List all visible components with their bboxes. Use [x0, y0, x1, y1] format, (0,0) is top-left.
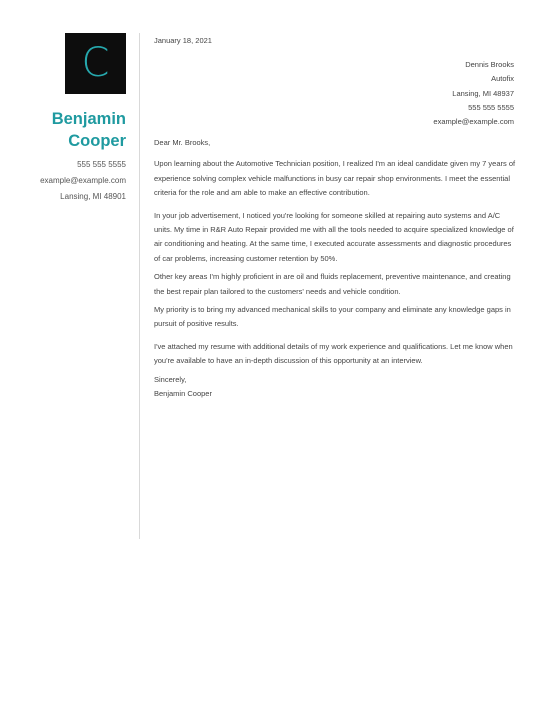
- sender-location: Lansing, MI 48901: [60, 192, 126, 201]
- closing: Sincerely,: [154, 374, 187, 384]
- body-paragraph: Upon learning about the Automotive Technician position, I realized I'm an ideal candidate given my 7 years of experience solving complex vehicle malfunctions in busy car repair shop environments. I meet the essential criteria for the role and am able to make an effective contribution.: [154, 159, 516, 198]
- sender-first-name: Benjamin: [51, 110, 126, 128]
- body-paragraph: Other key areas I'm highly proficient in are oil and fluids replacement, preventive maintenance, and creating the best repair plan tailored to the customers' needs and vehicle condition.: [154, 272, 511, 296]
- body-paragraph: My priority is to bring my advanced mechanical skills to your company and eliminate any knowledge gaps in pursuit of positive results.: [154, 305, 511, 329]
- column-divider: [139, 33, 140, 539]
- sender-name: [52, 108, 126, 152]
- recipient-company: Autofix: [491, 74, 514, 84]
- salutation: Dear Mr. Brooks,: [154, 138, 211, 147]
- recipient-block: [433, 58, 514, 129]
- body-paragraph: In your job advertisement, I noticed you're looking for someone skilled at repairing auto systems and A/C units. My time in R&R Auto Repair provided me with all the tools needed to acquire specialized knowledge of air conditioning and heating. At the same time, I executed accurate assessments and diagnostic procedures of car problems, increasing customer retention by 50%.: [154, 210, 514, 263]
- sender-contact: [40, 157, 126, 205]
- recipient-phone: 555 555 5555: [468, 102, 514, 112]
- sender-last-name: Cooper: [68, 132, 126, 150]
- monogram-initial: C: [81, 39, 110, 86]
- sender-email: example@example.com: [40, 176, 126, 185]
- signature: Benjamin Cooper: [154, 389, 212, 399]
- monogram-logo: [65, 33, 126, 94]
- sender-phone: 555 555 5555: [77, 160, 126, 169]
- letter-body: [154, 136, 516, 402]
- recipient-location: Lansing, MI 48937: [452, 88, 514, 98]
- recipient-email: example@example.com: [433, 117, 514, 127]
- body-paragraph: I've attached my resume with additional details of my work experience and qualifications. Let me know when you're available to have an in-depth discussion of this opportunity at an interview.: [154, 341, 513, 366]
- letter-date: January 18, 2021: [154, 36, 212, 45]
- closing-block: [154, 373, 516, 402]
- recipient-name: Dennis Brooks: [465, 60, 514, 69]
